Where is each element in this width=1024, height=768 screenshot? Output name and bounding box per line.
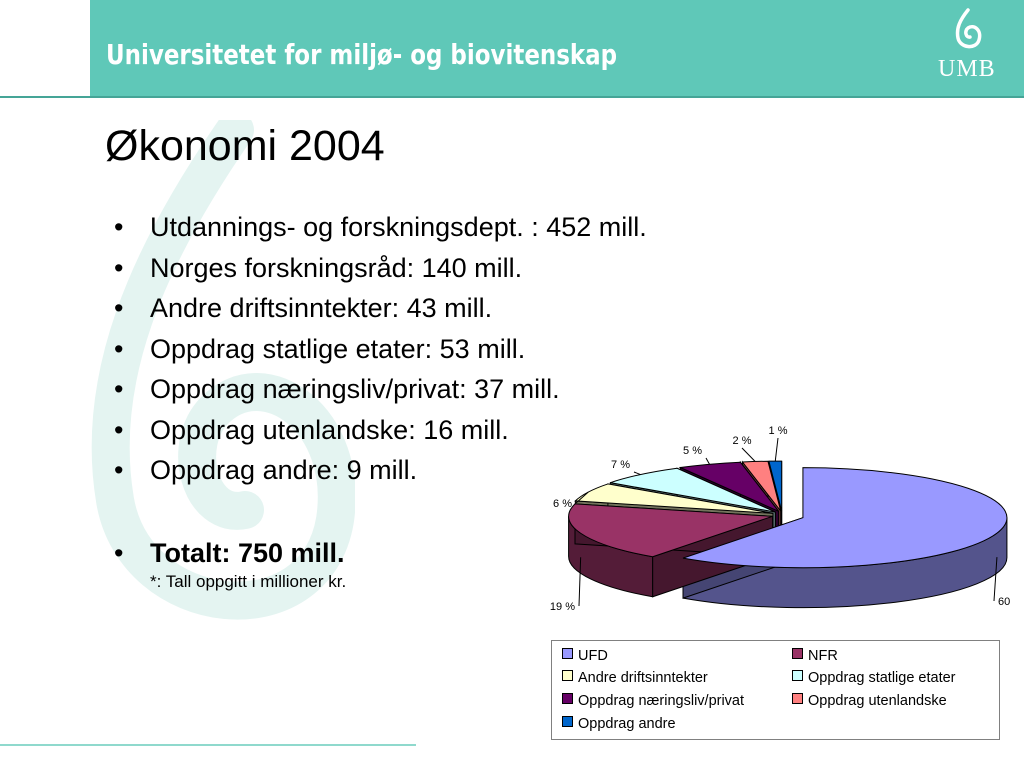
legend-item xyxy=(562,669,708,687)
legend-swatch xyxy=(562,648,573,659)
umb-logo-text: UMB xyxy=(938,56,996,82)
legend-label: Oppdrag andre xyxy=(578,716,676,732)
pie-data-label: 2 % xyxy=(732,435,752,447)
umb-flame-logo-icon xyxy=(950,8,986,54)
legend-label: Andre driftsinntekter xyxy=(578,670,708,686)
legend-label: Oppdrag statlige etater xyxy=(808,670,956,686)
legend-item xyxy=(562,715,676,733)
income-pie-chart xyxy=(520,410,1024,640)
total-block xyxy=(112,533,512,573)
header-left-panel xyxy=(0,0,90,97)
legend-swatch xyxy=(562,693,573,704)
legend-label: NFR xyxy=(808,648,838,664)
pie-data-label: 7 % xyxy=(611,459,630,471)
legend-item xyxy=(562,692,744,710)
pie-leader-line xyxy=(706,458,710,464)
slide-title: Økonomi 2004 xyxy=(105,122,385,170)
pie-leader-line xyxy=(775,438,778,461)
legend-label: Oppdrag næringsliv/privat xyxy=(578,693,745,709)
chart-legend xyxy=(551,640,1000,740)
legend-item xyxy=(792,669,956,687)
total-amount: • Totalt: 750 mill. xyxy=(112,533,512,573)
legend-swatch xyxy=(562,670,573,681)
pie-tops xyxy=(569,461,1007,568)
footnote: *: Tall oppgitt i millioner kr. xyxy=(150,572,347,591)
legend-label: UFD xyxy=(578,648,608,664)
legend-item xyxy=(562,647,608,665)
list-item: • Norges forskningsråd: 140 mill. xyxy=(112,248,812,289)
header-bar xyxy=(0,0,1024,97)
pie-data-label: 1 % xyxy=(768,425,788,437)
list-item: • Oppdrag næringsliv/privat: 37 mill. xyxy=(112,369,812,410)
legend-label: Oppdrag utenlandske xyxy=(808,693,947,709)
pie-leader-line xyxy=(634,472,640,475)
legend-item xyxy=(792,692,947,710)
university-name: Universitetet for miljø- og biovitenskap xyxy=(106,38,618,71)
legend-swatch xyxy=(792,670,803,681)
footer-line xyxy=(0,744,416,746)
pie-data-label: 5 % xyxy=(683,445,702,457)
pie-data-label: 6 % xyxy=(553,498,572,510)
legend-swatch xyxy=(792,693,803,704)
legend-swatch xyxy=(792,648,803,659)
list-item: • Oppdrag statlige etater: 53 mill. xyxy=(112,329,812,370)
pie-data-label: 60 xyxy=(998,596,1011,608)
list-item: • Utdannings- og forskningsdept. : 452 mill. xyxy=(112,207,812,248)
legend-swatch xyxy=(562,716,573,727)
legend-item xyxy=(792,647,838,665)
pie-leader-line xyxy=(742,448,755,462)
list-item: • Oppdrag utenlandske: 16 mill. xyxy=(112,410,812,451)
header-divider xyxy=(0,96,1024,98)
list-item: • Oppdrag andre: 9 mill. xyxy=(112,450,812,491)
list-item: • Andre driftsinntekter: 43 mill. xyxy=(112,288,812,329)
pie-data-label: 19 % xyxy=(549,601,575,613)
